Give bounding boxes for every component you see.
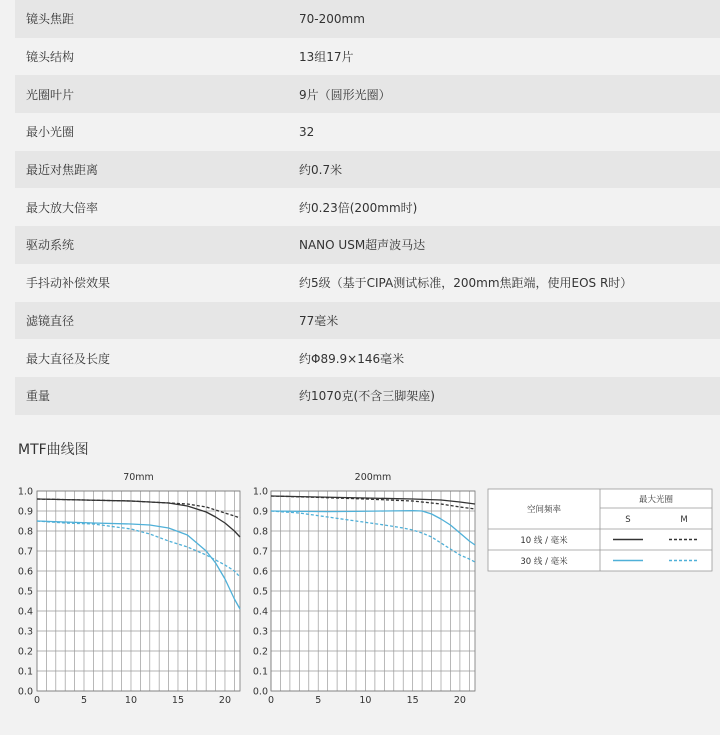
y-tick-label: 0.0	[17, 686, 33, 698]
spec-value: 约Φ89.9×146毫米	[299, 351, 405, 366]
spec-label: 镜头结构	[26, 50, 75, 65]
spec-label: 最大直径及长度	[26, 351, 111, 366]
spec-value: 约1070克(不含三脚架座)	[299, 389, 435, 404]
y-tick-label: 0.4	[17, 606, 33, 618]
y-tick-label: 0.6	[17, 566, 33, 578]
x-tick-label: 5	[315, 695, 322, 706]
y-tick-label: 0.6	[252, 566, 268, 578]
y-tick-label: 1.0	[17, 486, 33, 498]
spec-label: 最近对焦距离	[26, 163, 99, 178]
y-tick-label: 0.2	[17, 646, 33, 658]
legend-label: 最大光圈	[638, 495, 674, 505]
spec-label: 驱动系统	[26, 238, 75, 253]
y-tick-label: 0.7	[17, 546, 33, 558]
mtf-title: MTF曲线图	[18, 442, 89, 458]
x-tick-label: 0	[33, 695, 41, 706]
spec-label: 重量	[26, 389, 51, 404]
x-tick-label: 10	[359, 695, 372, 706]
legend-label: S	[625, 515, 631, 525]
y-tick-label: 0.8	[17, 526, 33, 538]
spec-value: 70-200mm	[299, 11, 365, 26]
y-tick-label: 0.0	[252, 686, 268, 698]
legend-label: 空间频率	[526, 505, 562, 515]
legend-label: 30 线 / 毫米	[520, 557, 568, 567]
spec-value: 约0.7米	[299, 163, 343, 178]
spec-label: 最大放大倍率	[26, 200, 99, 215]
y-tick-label: 0.9	[17, 506, 33, 518]
legend-label: 10 线 / 毫米	[520, 536, 568, 546]
spec-label: 最小光圈	[26, 125, 75, 140]
x-tick-label: 20	[453, 695, 466, 706]
spec-label: 手抖动补偿效果	[26, 276, 111, 291]
x-tick-label: 5	[80, 695, 88, 706]
y-tick-label: 0.9	[252, 506, 268, 518]
y-tick-label: 0.7	[252, 546, 268, 558]
x-tick-label: 20	[218, 695, 232, 706]
chart-title: 70mm	[123, 472, 154, 483]
spec-value: 77毫米	[299, 313, 339, 328]
spec-label: 镜头焦距	[26, 12, 75, 27]
spec-label: 光圈叶片	[26, 87, 75, 102]
y-tick-label: 0.2	[252, 646, 268, 658]
spec-value: 9片（圆形光圈）	[299, 87, 391, 102]
x-tick-label: 15	[406, 695, 419, 706]
spec-value: 约5级（基于CIPA测试标准，200mm焦距端，使用EOS R时）	[299, 276, 633, 291]
y-tick-label: 0.3	[17, 626, 33, 638]
chart-title: 200mm	[354, 472, 392, 483]
spec-value: 13组17片	[299, 50, 354, 65]
spec-label: 滤镜直径	[26, 313, 75, 328]
legend-label: M	[680, 515, 688, 525]
x-tick-label: 10	[124, 695, 138, 706]
y-tick-label: 0.5	[17, 586, 33, 598]
x-tick-label: 15	[171, 695, 185, 706]
y-tick-label: 0.5	[252, 586, 268, 598]
y-tick-label: 0.8	[252, 526, 268, 538]
spec-value: 32	[299, 124, 315, 139]
y-tick-label: 0.3	[252, 626, 268, 638]
y-tick-label: 1.0	[252, 486, 268, 498]
y-tick-label: 0.1	[252, 666, 268, 678]
spec-value: NANO USM超声波马达	[299, 238, 426, 253]
spec-value: 约0.23倍(200mm时)	[299, 200, 418, 215]
legend-table	[488, 489, 712, 571]
y-tick-label: 0.4	[252, 606, 268, 618]
x-tick-label: 0	[267, 695, 275, 706]
y-tick-label: 0.1	[17, 666, 33, 678]
